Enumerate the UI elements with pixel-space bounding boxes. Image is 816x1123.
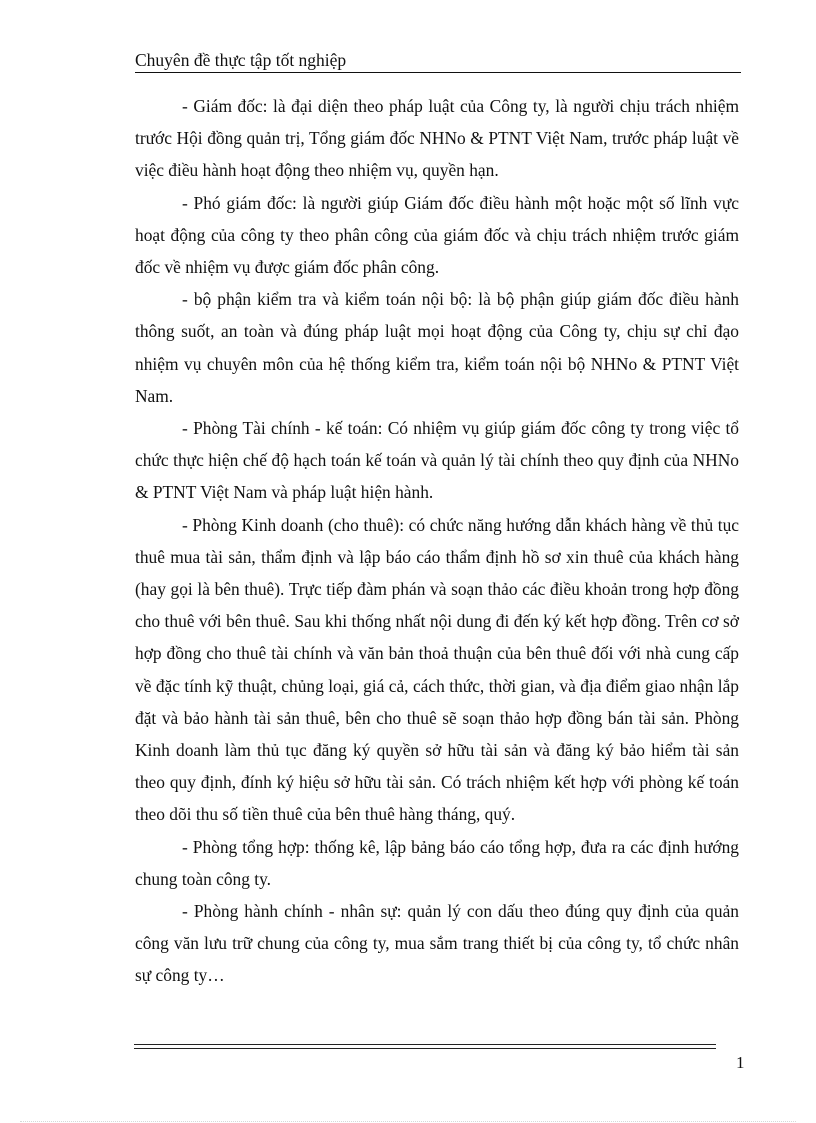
page-header [135,49,741,73]
paragraph-tong-hop: - Phòng tổng hợp: thống kê, lập bảng báo cáo tổng hợp, đưa ra các định hướng chung toàn công ty. [135,836,739,889]
footer-rule [134,1044,716,1049]
paragraph-hanh-chinh-nhan-su: - Phòng hành chính - nhân sự: quản lý con dấu theo đúng quy định của quản công văn lưu trữ chung của công ty, mua sắm trang thiết bị của công ty, tổ chức nhân sự công ty… [135,901,739,986]
paragraph-tai-chinh-ke-toan: - Phòng Tài chính - kế toán: Có nhiệm vụ giúp giám đốc công ty trong việc tổ chức thực hiện chế độ hạch toán kế toán và quản lý tài chính theo quy định của NHNo & PTNT Việt Nam và pháp luật hiện hành. [135,418,739,503]
header-title: Chuyên đề thực tập tốt nghiệp [135,50,347,70]
paragraph-kiem-toan-noi-bo: - bộ phận kiểm tra và kiểm toán nội bộ: là bộ phận giúp giám đốc điều hành thông suốt, an toàn và đúng pháp luật mọi hoạt động của Công ty, chịu sự chỉ đạo nhiệm vụ chuyên môn của hệ thống kiểm tra, kiểm toán nội bộ NHNo & PTNT Việt Nam. [135,289,739,406]
document-body [135,90,739,992]
page-number: 1 [736,1053,745,1072]
paragraph-kinh-doanh: - Phòng Kinh doanh (cho thuê): có chức năng hướng dẫn khách hàng về thủ tục thuê mua tài sản, thẩm định và lập báo cáo thẩm định hồ sơ xin thuê của khách hàng (hay gọi là bên thuê). Trực tiếp đàm phán và soạn thảo các điều khoản trong hợp đồng cho thuê với bên thuê. Sau khi thống nhất nội dung đi đến ký kết hợp đồng. Trên cơ sở hợp đồng cho thuê tài chính và văn bản thoả thuận của bên thuê đối với nhà cung cấp về đặc tính kỹ thuật, chủng loại, giá cả, cách thức, thời gian, và địa điểm giao nhận lắp đặt và bảo hành tài sản thuê, bên cho thuê sẽ soạn thảo hợp đồng bán tài sản. Phòng Kinh doanh làm thủ tục đăng ký quyền sở hữu tài sản và đăng ký bảo hiểm tài sản theo quy định, đính ký hiệu sở hữu tài sản. Có trách nhiệm kết hợp với phòng kế toán theo dõi thu số tiền thuê của bên thuê hàng tháng, quý. [135,514,739,825]
paragraph-pho-giam-doc: - Phó giám đốc: là người giúp Giám đốc điều hành một hoặc một số lĩnh vực hoạt động của công ty theo phân công của giám đốc và chịu trách nhiệm trước giám đốc về nhiệm vụ được giám đốc phân công. [135,192,739,278]
paragraph-giam-doc: - Giám đốc: là đại diện theo pháp luật của Công ty, là người chịu trách nhiệm trước Hội đồng quản trị, Tổng giám đốc NHNo & PTNT Việt Nam, trước pháp luật về việc điều hành hoạt động theo nhiệm vụ, quyền hạn. [135,96,739,181]
page-edge-divider [20,1121,796,1122]
